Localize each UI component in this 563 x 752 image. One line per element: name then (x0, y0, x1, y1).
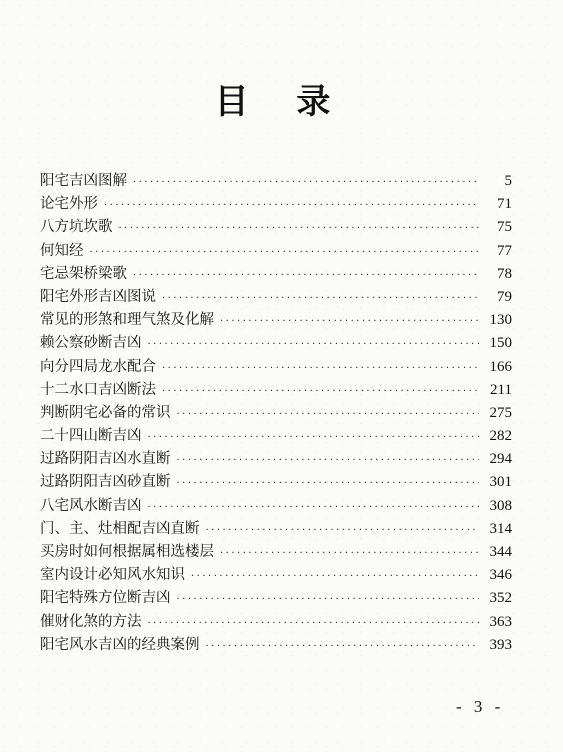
toc-entry[interactable] (40, 216, 512, 239)
toc-dot-leader (206, 635, 480, 658)
toc-entry[interactable] (40, 263, 512, 286)
toc-entry-page: 308 (489, 497, 512, 514)
toc-entry[interactable] (40, 471, 512, 494)
toc-entry-page: 75 (497, 219, 512, 236)
toc-entry-title: 买房时如何根据属相选楼层 (40, 544, 214, 560)
toc-entry[interactable] (40, 541, 512, 564)
toc-dot-leader (206, 519, 480, 542)
toc-entry-title: 八方坑坎歌 (40, 219, 113, 236)
toc-entry[interactable] (40, 332, 512, 355)
toc-entry[interactable] (40, 495, 512, 518)
toc-entry-page: 79 (497, 288, 512, 305)
toc-entry-page: 211 (490, 381, 512, 398)
toc-dot-leader (148, 333, 480, 356)
toc-entry[interactable] (40, 564, 512, 587)
toc-entry-page: 275 (489, 404, 512, 421)
toc-entry-page: 344 (489, 544, 512, 560)
toc-entry-page: 77 (497, 242, 512, 259)
toc-dot-leader (90, 241, 480, 264)
toc-dot-leader (162, 357, 479, 380)
toc-entry-page: 363 (489, 613, 512, 630)
toc-dot-leader (133, 264, 479, 287)
toc-entry-page: 314 (489, 520, 512, 537)
toc-entry-title: 过路阴阳吉凶砂直断 (40, 474, 171, 491)
toc-entry-page: 301 (489, 474, 512, 491)
toc-entry-page: 352 (489, 590, 512, 607)
toc-entry-page: 282 (489, 428, 512, 445)
toc-entry[interactable] (40, 402, 512, 425)
toc-entry-title: 阳宅吉凶图解 (40, 173, 127, 189)
toc-entry-title: 八宅风水断吉凶 (40, 497, 142, 514)
toc-dot-leader (162, 287, 479, 310)
toc-entry[interactable] (40, 309, 512, 332)
toc-dot-leader (177, 588, 480, 611)
toc-dot-leader (133, 171, 479, 194)
toc-entry-title: 向分四局龙水配合 (40, 358, 156, 375)
toc-entry-title: 二十四山断吉凶 (40, 428, 142, 445)
toc-entry-title: 过路阴阳吉凶水直断 (40, 451, 171, 468)
toc-dot-leader (148, 612, 480, 635)
toc-entry-title: 何知经 (40, 242, 84, 259)
toc-entry[interactable] (40, 425, 512, 448)
toc-entry[interactable] (40, 634, 512, 657)
toc-entry-title: 宅忌架桥梁歌 (40, 265, 127, 282)
toc-entry-title: 论宅外形 (40, 196, 98, 213)
toc-dot-leader (148, 426, 480, 449)
toc-entry[interactable] (40, 286, 512, 309)
toc-dot-leader (191, 565, 479, 588)
toc-entry-page: 166 (489, 358, 512, 375)
toc-dot-leader (162, 380, 479, 403)
toc-entry[interactable] (40, 587, 512, 610)
toc-entry-title: 阳宅特殊方位断吉凶 (40, 590, 171, 607)
toc-entry-title: 催财化煞的方法 (40, 613, 142, 630)
toc-entry-title: 阳宅外形吉凶图说 (40, 288, 156, 305)
toc-entry-page: 150 (489, 335, 512, 352)
toc-entry-page: 346 (489, 567, 512, 584)
table-of-contents (40, 170, 512, 657)
toc-entry[interactable] (40, 379, 512, 402)
toc-entry-title: 常见的形煞和理气煞及化解 (40, 312, 214, 329)
toc-entry-title: 门、主、灶相配吉凶直断 (40, 520, 200, 537)
toc-entry-page: 130 (489, 312, 512, 329)
toc-entry-page: 294 (489, 451, 512, 468)
toc-entry-page: 393 (489, 636, 512, 653)
toc-dot-leader (119, 217, 480, 240)
toc-entry[interactable] (40, 448, 512, 471)
toc-entry[interactable] (40, 611, 512, 634)
toc-entry-title: 室内设计必知风水知识 (40, 567, 185, 584)
toc-entry-title: 十二水口吉凶断法 (40, 381, 156, 398)
toc-entry-page: 78 (497, 265, 512, 282)
toc-dot-leader (148, 496, 480, 519)
page-title: 目 录 (214, 82, 349, 122)
toc-dot-leader (220, 310, 479, 333)
toc-dot-leader (177, 449, 480, 472)
toc-entry[interactable] (40, 240, 512, 263)
page-number: - 3 - (456, 697, 505, 716)
toc-entry[interactable] (40, 356, 512, 379)
toc-entry-title: 阳宅风水吉凶的经典案例 (40, 636, 200, 653)
toc-dot-leader (177, 472, 480, 495)
toc-entry-page: 5 (504, 173, 512, 189)
toc-entry[interactable] (40, 170, 512, 193)
toc-dot-leader (177, 403, 480, 426)
toc-entry[interactable] (40, 518, 512, 541)
toc-entry-title: 判断阴宅必备的常识 (40, 404, 171, 421)
toc-entry-title: 赖公察砂断吉凶 (40, 335, 142, 352)
toc-dot-leader (104, 194, 479, 217)
toc-dot-leader (220, 542, 479, 565)
toc-entry-page: 71 (497, 196, 512, 213)
toc-entry[interactable] (40, 193, 512, 216)
